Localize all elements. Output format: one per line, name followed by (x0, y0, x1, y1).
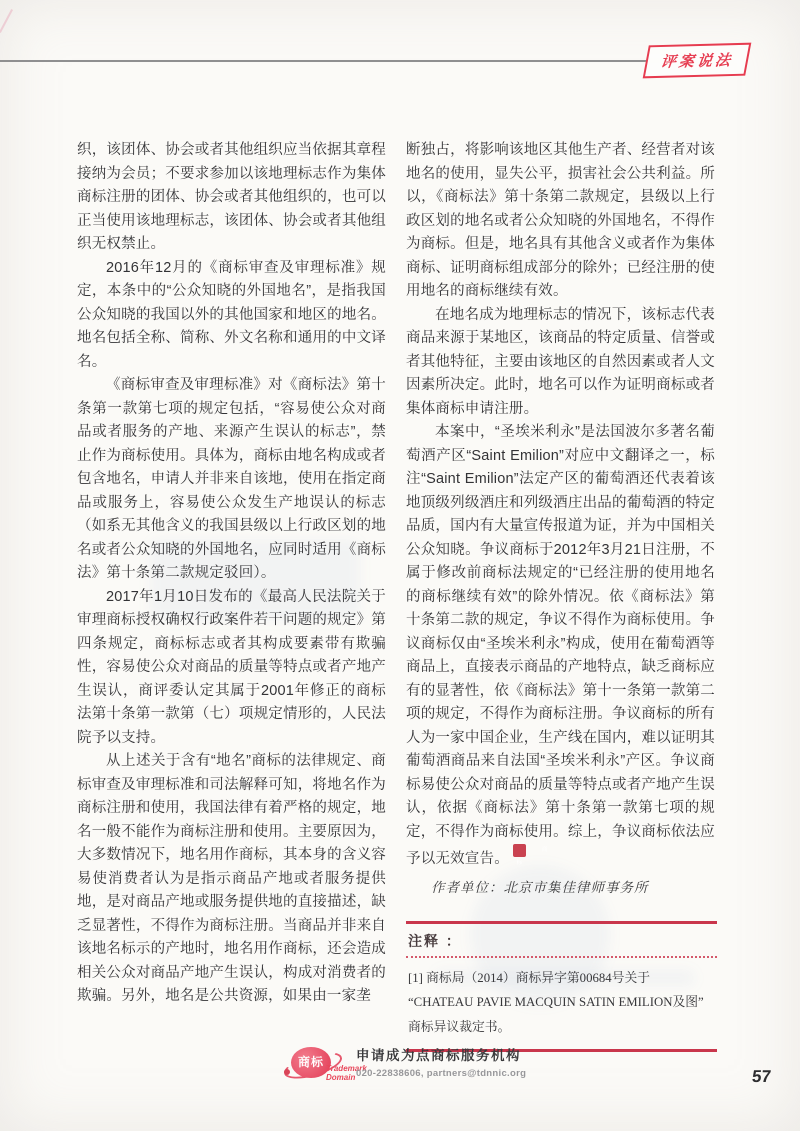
article-paragraph: 在地名成为地理标志的情况下，该标志代表商品来源于某地区，该商品的特定质量、信誉或者其他特征，主要由该地区的自然因素或者人文因素所决定。此时，地名可以作为证明商标或者集体商标申请注册。 (406, 306, 715, 417)
footer-text (356, 1044, 526, 1079)
article-paragraph: 织，该团体、协会或者其他组织应当依据其章程接纳为会员；不要求参加以该地理标志作为集体商标注册的团体、协会或者其他组织的，也可以正当使用该地理标志，该团体、协会或者其他组织无权禁止。 (77, 142, 386, 252)
author-affiliation: 作者单位：北京市集佳律师事务所 (431, 880, 649, 895)
logo-globe-icon: 商标 (291, 1047, 331, 1078)
header-rule (0, 60, 646, 62)
scan-corner-artifact (0, 9, 13, 33)
page-number: 57 (751, 1067, 772, 1086)
article-paragraph: 本案中，“圣埃米利永”是法国波尔多著名葡萄酒产区“Saint Emilion”对应中文翻译之一，标注“Saint Emilion”法定产区的葡萄酒还代表着该地顶级列级酒庄和列级酒庄出品的葡萄酒的特定品质，国内有大量宣传报道为证，并为中国相关公众知晓。争议商标于2012年3月21日注册，不属于修改前商标法规定的“已经注册的使用地名的商标继续有效”的除外情况。依《商标法》第十条第二款的规定，争议不得作为商标使用。争议商标仅由“圣埃米利永”构成，使用在葡萄酒等商品上，直接表示商品的产地特点，缺乏商标应有的显著性，依《商标法》第十一条第一款第二项的规定，不得作为商标注册。争议商标的所有人为一家中国企业，生产线在国内，难以证明其葡萄酒商品来自法国“圣埃米利永”产区。争议商标易使公众对商品的质量等特点或者产地产生误认，依据《商标法》第十条第一款第七项的规定，不得作为商标使用。综上，争议商标依法应予以无效宣告。商标 (406, 424, 715, 867)
logo-dot-icon (284, 1069, 290, 1075)
article-paragraph: 《商标审查及审理标准》对《商标法》第十条第一款第七项的规定包括，“容易使公众对商品或者服务的产地、来源产生误认的标志”，禁止作为商标使用。具体为，商标由地名构成或者包含地名，申请人并非来自该地，使用在指定商品或服务上，容易使公众发生产地误认的标志（如系无其他含义的我国县级以上行政区划的地名或者公众知晓的外国地名，应同时适用《商标法》第十条第二款规定驳回）。 (77, 377, 386, 581)
section-tag-label: 评案说法 (659, 52, 735, 71)
article-paragraph: 2017年1月10日发布的《最高人民法院关于审理商标授权确权行政案件若干问题的规定》第四条规定，商标标志或者其构成要素带有欺骗性，容易使公众对商品的质量等特点或者产地产生误认，商评委认定其属于2001年修正的商标法第十条第一款第（七）项规定情形的，人民法院予以支持。 (77, 588, 386, 746)
notes-section (406, 921, 717, 1052)
logo-en-label: Trademark Domain (326, 1064, 367, 1082)
article-paragraph: 断独占，将影响该地区其他生产者、经营者对该地名的使用，显失公平，损害社会公共利益。所以，《商标法》第十条第二款规定，县级以上行政区划的地名或者公众知晓的外国地名，不得作为商标。但是，地名具有其他含义或者作为集体商标、证明商标组成部分的除外；已经注册的使用地名的商标继续有效。 (406, 142, 715, 299)
notes-label: 注释 ： (408, 932, 462, 949)
article-end-seal-icon: 商标 (513, 844, 526, 857)
trademark-domain-logo (287, 1045, 367, 1085)
article-paragraph: 2016年12月的《商标审查及审理标准》规定，本条中的“公众知晓的外国地名”，是指我国公众知晓的我国以外的其他国家和地区的地名。地名包括全称、简称、外文名称和通用的中文译名。 (77, 259, 386, 370)
section-tag-box (643, 43, 752, 79)
article-left-column (77, 139, 386, 1009)
footnote-item: [1] 商标局（2014）商标异字第00684号关于 “CHATEAU PAVIE MACQUIN SATIN EMILION及图” 商标异议裁定书。 (408, 970, 704, 1034)
notes-top-rule (406, 921, 717, 924)
footer-contact: 020-22838606, partners@tdnnic.org (356, 1068, 527, 1079)
article-paragraph: 从上述关于含有“地名”商标的法律规定、商标审查及审理标准和司法解释可知，将地名作为商标注册和使用，我国法律有着严格的规定，地名一般不能作为商标注册和使用。主要原因为，大多数情况下，地名用作商标，其本身的含义容易使消费者认为是指示商品产地或者服务提供地，是对商品产地或服务提供地的直接描述，缺乏显著性，不得作为商标注册。当商品并非来自该地名标示的产地时，地名用作商标，还会造成相关公众对商品产地产生误认，构成对消费者的欺骗。另外，地名是公共资源，如果由一家垄 (77, 753, 386, 1004)
article-right-column (406, 139, 715, 872)
footer-slogan: 申请成为点商标服务机构 (356, 1048, 521, 1063)
